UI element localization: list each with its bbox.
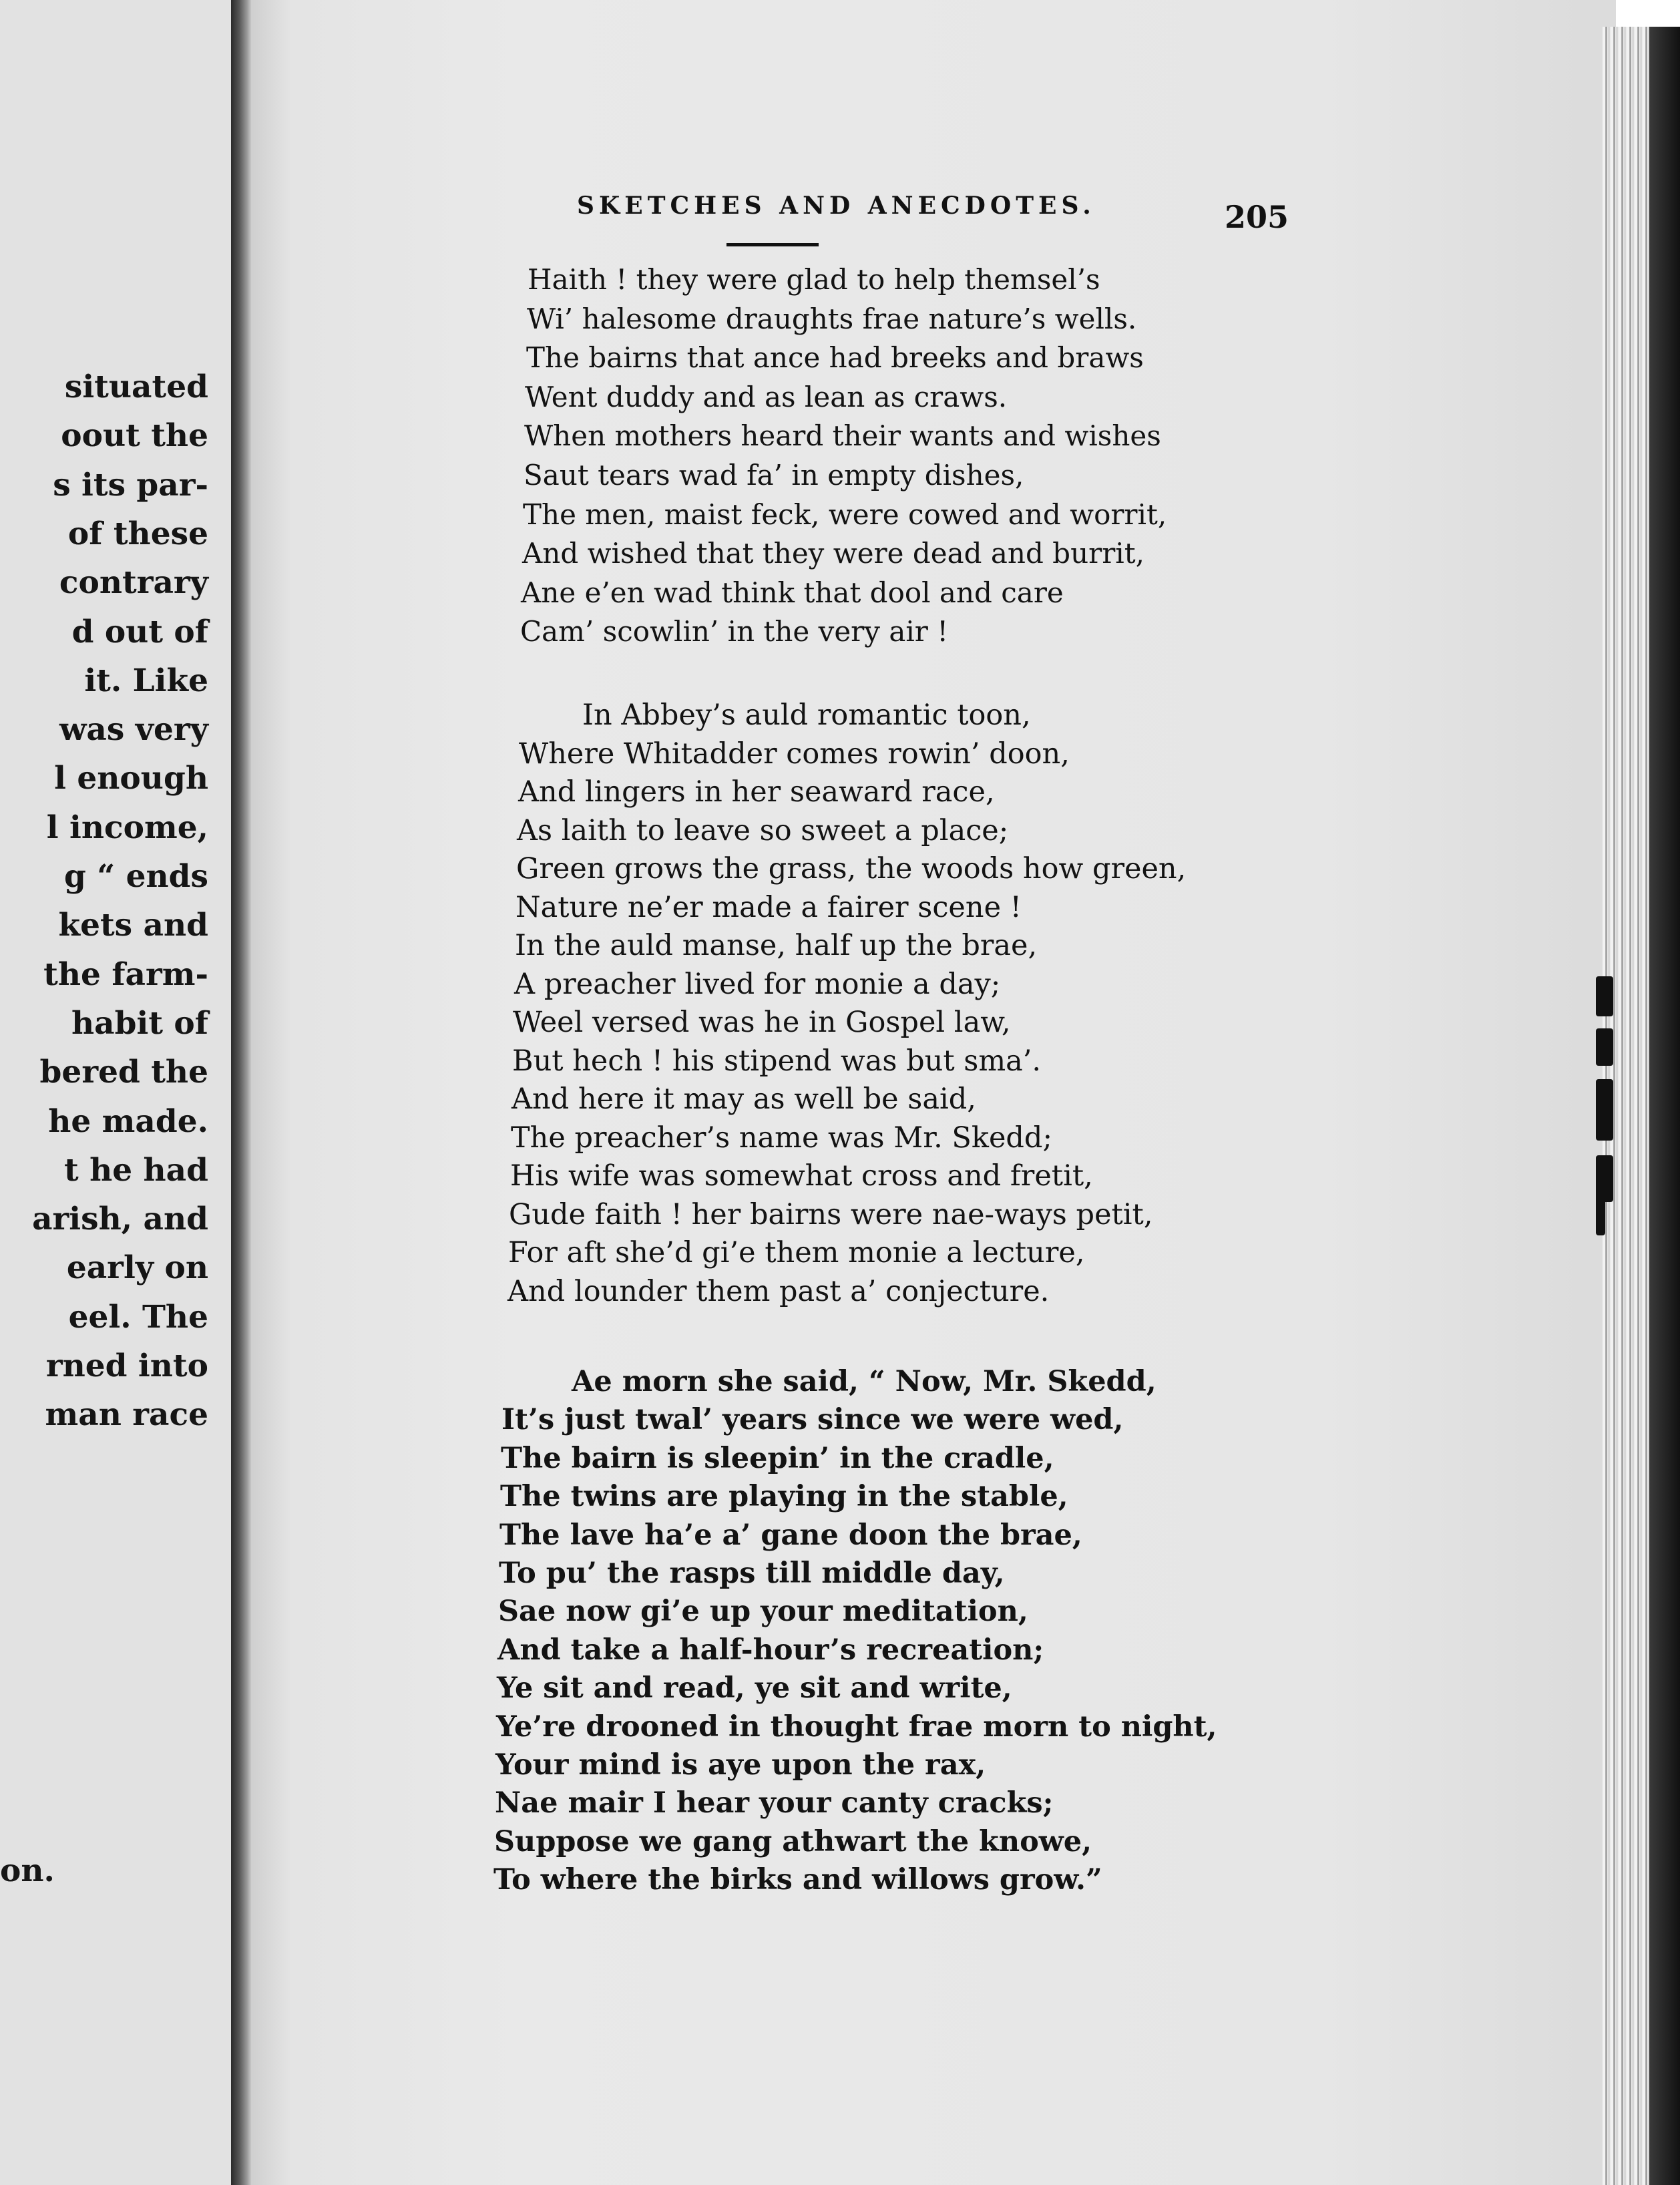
left-page-line: contrary: [59, 564, 208, 601]
left-page-bottom-fragment: on.: [0, 1852, 55, 1889]
poem-line: The twins are playing in the stable,: [500, 1480, 1068, 1513]
fore-edge-mark: [1596, 1028, 1613, 1066]
left-page-line: s its par-: [53, 467, 208, 504]
poem-line: Cam’ scowlin’ in the very air !: [520, 615, 949, 648]
fore-edge-mark: [1596, 976, 1613, 1016]
left-page-line: man race: [45, 1396, 208, 1433]
poem-line: To pu’ the rasps till middle day,: [499, 1557, 1005, 1590]
poem-line: Haith ! they were glad to help themsel’s: [528, 263, 1100, 296]
poem-line: Ye’re drooned in thought frae morn to night,: [496, 1710, 1217, 1744]
poem-line: The bairn is sleepin’ in the cradle,: [501, 1442, 1054, 1475]
poem-line: Green grows the grass, the woods how green,: [516, 852, 1187, 885]
left-page-line: was very: [59, 711, 208, 748]
left-page-line: d out of: [71, 614, 208, 650]
page-number: 205: [1225, 199, 1289, 235]
poem-line: The men, maist feck, were cowed and worrit,: [523, 498, 1167, 531]
fore-edge-mark: [1596, 1193, 1605, 1235]
poem-line: It’s just twal’ years since we were wed,: [501, 1403, 1124, 1436]
poem-line: Where Whitadder comes rowin’ doon,: [519, 737, 1070, 771]
poem-line: Nae mair I hear your canty cracks;: [495, 1786, 1054, 1820]
poem-line: Gude faith ! her bairns were nae-ways petit,: [509, 1198, 1153, 1231]
poem-line: For aft she’d gi’e them monie a lecture,: [508, 1236, 1085, 1269]
left-page: [0, 0, 231, 2185]
book-gutter: [231, 0, 251, 2185]
running-title: SKETCHES AND ANECDOTES.: [577, 192, 1096, 220]
left-page-line: bered the: [39, 1054, 208, 1090]
left-page-line: the farm-: [43, 956, 208, 993]
poem-line: And wished that they were dead and burrit,: [522, 537, 1144, 570]
fore-edge-mark: [1596, 1079, 1613, 1141]
left-page-line: eel. The: [68, 1299, 208, 1336]
poem-line: Weel versed was he in Gospel law,: [513, 1006, 1011, 1039]
poem-line: To where the birks and willows grow.”: [493, 1863, 1102, 1897]
poem-line: The bairns that ance had breeks and braws: [526, 341, 1144, 374]
poem-line: Ae morn she said, “ Now, Mr. Skedd,: [572, 1365, 1157, 1398]
left-page-line: it. Like: [84, 662, 208, 699]
left-page-line: situated: [64, 369, 208, 405]
left-page-line: t he had: [64, 1152, 208, 1189]
page-fore-edge-shadow: [1649, 27, 1680, 2185]
poem-line: The lave ha’e a’ gane doon the brae,: [499, 1519, 1082, 1552]
poem-line: And here it may as well be said,: [511, 1082, 976, 1116]
left-page-line: arish, and: [32, 1201, 208, 1237]
poem-line: Sae now gi’e up your meditation,: [498, 1595, 1028, 1628]
poem-line: The preacher’s name was Mr. Skedd;: [511, 1121, 1052, 1155]
header-rule: [726, 243, 819, 246]
left-page-line: l income,: [46, 809, 208, 846]
left-page-line: kets and: [58, 907, 208, 944]
poem-line: In Abbey’s auld romantic toon,: [582, 699, 1031, 732]
poem-line: Ane e’en wad think that dool and care: [521, 576, 1064, 609]
poem-line: Wi’ halesome draughts frae nature’s wells.: [527, 303, 1137, 335]
left-page-line: early on: [66, 1249, 208, 1286]
left-page-line: l enough: [54, 760, 208, 797]
poem-line: Nature ne’er made a fairer scene !: [515, 891, 1022, 924]
poem-line: And lingers in her seaward race,: [518, 775, 995, 809]
poem-line: In the auld manse, half up the brae,: [515, 929, 1038, 962]
poem-line: As laith to leave so sweet a place;: [517, 814, 1009, 847]
left-page-line: of these: [67, 516, 208, 552]
poem-line: When mothers heard their wants and wishes: [524, 419, 1161, 452]
poem-line: Saut tears wad fa’ in empty dishes,: [523, 459, 1024, 491]
poem-line: A preacher lived for monie a day;: [514, 968, 1001, 1001]
poem-line: Ye sit and read, ye sit and write,: [497, 1671, 1012, 1705]
poem-line: Suppose we gang athwart the knowe,: [494, 1825, 1092, 1858]
poem-line: And lounder them past a’ conjecture.: [507, 1275, 1050, 1308]
poem-line: Your mind is aye upon the rax,: [495, 1748, 986, 1782]
poem-line: His wife was somewhat cross and fretit,: [510, 1159, 1093, 1193]
poem-line: And take a half-hour’s recreation;: [497, 1633, 1044, 1667]
left-page-line: g “ ends: [63, 858, 208, 895]
poem-line: Went duddy and as lean as craws.: [525, 381, 1008, 413]
left-page-line: oout the: [61, 417, 208, 454]
left-page-line: rned into: [45, 1348, 208, 1384]
left-page-line: he made.: [48, 1103, 208, 1140]
poem-line: But hech ! his stipend was but sma’.: [512, 1044, 1042, 1078]
left-page-line: habit of: [71, 1005, 208, 1042]
